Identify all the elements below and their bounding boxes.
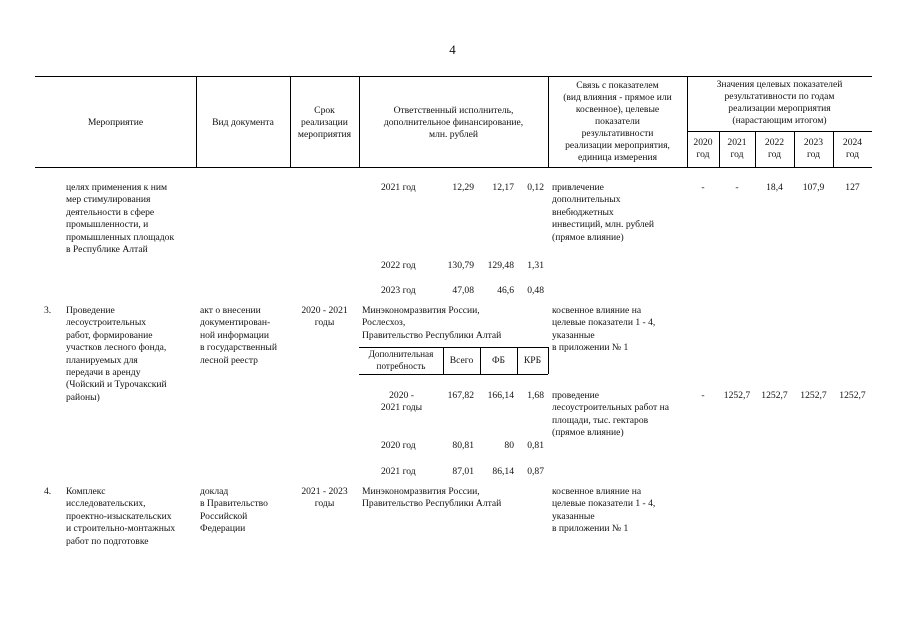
value-2020: - [701,182,705,193]
term-text: 2021 - 2023 годы [301,486,348,509]
fin-fb: 46,6 [497,285,514,296]
header-year-2023: 2023 год [803,137,824,160]
fin-total: 167,82 [447,390,474,401]
row-number: 3. [44,305,52,316]
value-2023: 107,9 [802,182,825,193]
responsible-text: Минэкономразвития России, Рослесхоз, Правительство Республики Алтай [362,305,502,341]
subtable-fb-header: ФБ [491,355,506,366]
header-col-link: Связь с показателем (вид влияния - прямое или косвенное), целевые показатели результативности реализации мероприятия, единица измерения [563,80,672,163]
fin-krb: 0,87 [527,466,544,477]
header-year-2020: 2020 год [693,137,713,160]
header-year-2022: 2022 год [764,137,785,160]
fin-krb: 0,48 [527,285,544,296]
fin-fb: 166,14 [487,390,514,401]
fin-total: 87,01 [452,466,474,477]
header-bottom-rule [35,167,872,168]
link-text: привлечение дополнительных внебюджетных инвестиций, млн. рублей (прямое влияние) [552,182,654,243]
value-2024: 127 [845,182,860,193]
row-number: 4. [44,486,52,497]
fin-fb: 80 [504,440,514,451]
subtable-top-rule [359,347,548,348]
header-top-rule [35,76,872,77]
value-2020: - [701,390,705,401]
fin-total: 80,81 [452,440,474,451]
fin-total: 47,08 [452,285,474,296]
fin-year: 2020 год [381,440,416,451]
link-indirect-text: косвенное влияние на целевые показатели 1 - 4, указанные в приложении № 1 [552,486,656,535]
value-2022: 1252,7 [761,390,788,401]
header-col-doc-type: Вид документа [212,117,274,128]
fin-total: 12,29 [452,182,474,193]
header-col-event: Мероприятие [87,117,144,128]
fin-fb: 86,14 [492,466,514,477]
value-2022: 18,4 [766,182,783,193]
subtable-bottom-rule [359,374,548,375]
fin-total: 130,79 [447,260,474,271]
event-text: Комплекс исследовательских, проектно-изыскательских и строительно-монтажных работ по подготовке [66,486,176,547]
fin-krb: 0,12 [527,182,544,193]
event-text: Проведение лесоустроительных работ, формирование участков лесного фонда, планируемых для передачи в аренду (Чойский и Турочакский районы) [66,305,167,403]
event-text: целях применения к ним мер стимулирования деятельности в сфере промышленности, и промышленных площадок в Республике Алтай [66,182,175,256]
value-2021: - [735,182,739,193]
link-direct-text: проведение лесоустроительных работ на площади, тыс. гектаров (прямое влияние) [552,390,670,439]
term-text: 2020 - 2021 годы [301,305,348,328]
doc-type-text: акт о внесении документирован- ной информации в государственный лесной реестр [200,305,277,366]
header-col-responsible: Ответственный исполнитель, дополнительное финансирование, млн. рублей [383,105,524,140]
value-2024: 1252,7 [839,390,866,401]
header-year-2021: 2021 год [727,137,747,160]
header-col-term: Срок реализации мероприятия [297,105,352,140]
fin-year: 2021 год [381,182,416,193]
page-number: 4 [449,42,456,57]
responsible-text: Минэкономразвития России, Правительство Республики Алтай [362,486,502,510]
fin-krb: 1,68 [527,390,544,401]
fin-year: 2021 год [381,466,416,477]
years-divider-rule [687,131,872,132]
value-2021: 1252,7 [723,390,751,401]
fin-krb: 0,81 [527,440,544,451]
fin-year: 2020 - 2021 годы [380,390,423,413]
header-year-2024: 2024 год [842,137,863,160]
link-indirect-text: косвенное влияние на целевые показатели 1 - 4, указанные в приложении № 1 [552,305,656,354]
subtable-need-header: Дополнительная потребность [368,349,434,371]
subtable-divider [548,347,549,374]
fin-fb: 12,17 [492,182,514,193]
header-col-values: Значения целевых показателей результативности по годам реализации мероприятия (нарастающим итогом) [716,79,843,126]
value-2023: 1252,7 [800,390,827,401]
fin-year: 2023 год [381,285,416,296]
doc-type-text: доклад в Правительство Российской Федерации [200,486,268,535]
fin-year: 2022 год [381,260,416,271]
fin-fb: 129,48 [487,260,514,271]
subtable-krb-header: КРБ [523,355,542,366]
fin-krb: 1,31 [527,260,544,271]
subtable-total-header: Всего [449,355,474,366]
